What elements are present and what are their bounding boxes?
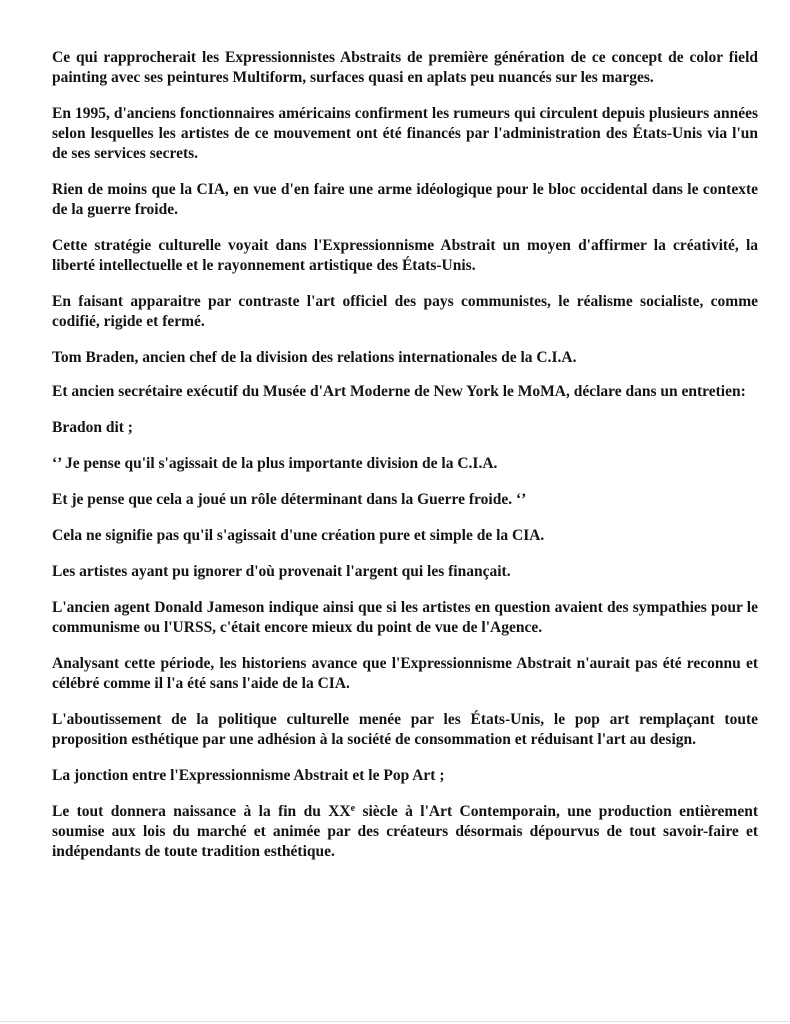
paragraph-not-pure-creation: Cela ne signifie pas qu'il s'agissait d'une création pure et simple de la CIA. bbox=[52, 527, 545, 544]
paragraph-cultural-strategy: Cette stratégie culturelle voyait dans l'Expressionnisme Abstrait un moyen d'affirmer la créativité, la liberté intellectuelle et le rayonnement artistique des États-Unis. bbox=[52, 237, 758, 274]
paragraph-tom-braden: Tom Braden, ancien chef de la division des relations internationales de la C.I.A. bbox=[52, 349, 577, 366]
paragraph-historians: Analysant cette période, les historiens avance que l'Expressionnisme Abstrait n'aurait pas été reconnu et célébré comme il l'a été sans l'aide de la CIA. bbox=[52, 655, 758, 692]
paragraph-contemporary-art bbox=[52, 802, 758, 862]
paragraph-pop-art-outcome: L'aboutissement de la politique culturelle menée par les États-Unis, le pop art remplaçant toute proposition esthétique par une adhésion à la société de consommation et réduisant l'art au design. bbox=[52, 711, 758, 748]
paragraph-socialist-realism: En faisant apparaitre par contraste l'art officiel des pays communistes, le réalisme socialiste, comme codifié, rigide et fermé. bbox=[52, 293, 758, 330]
text-after-superscript: siècle à l'Art Contemporain, une production entièrement soumise aux lois du marché et animée par des créateurs désormais dépourvus de tout savoir-faire et indépendants de toute tradition esthétique. bbox=[52, 803, 758, 860]
century-superscript: e bbox=[350, 803, 356, 814]
paragraph-bradon-says: Bradon dit ; bbox=[52, 419, 133, 436]
text-before-superscript: Le tout donnera naissance à la fin du XX bbox=[52, 803, 351, 820]
document-page bbox=[52, 48, 758, 878]
bottom-scan-edge bbox=[0, 1021, 790, 1022]
paragraph-artists-money: Les artistes ayant pu ignorer d'où provenait l'argent qui les finançait. bbox=[52, 563, 511, 580]
paragraph-moma-secretary: Et ancien secrétaire exécutif du Musée d'Art Moderne de New York le MoMA, déclare dans un entretien: bbox=[52, 383, 746, 400]
paragraph-donald-jameson: L'ancien agent Donald Jameson indique ainsi que si les artistes en question avaient des sympathies pour le communisme ou l'URSS, c'était encore mieux du point de vue de l'Agence. bbox=[52, 599, 758, 636]
paragraph-junction: La jonction entre l'Expressionnisme Abstrait et le Pop Art ; bbox=[52, 767, 445, 784]
paragraph-color-field: Ce qui rapprocherait les Expressionnistes Abstraits de première génération de ce concept de color field painting avec ses peintures Multiform, surfaces quasi en aplats peu nuancés sur les marges. bbox=[52, 49, 758, 86]
paragraph-1995-revelations: En 1995, d'anciens fonctionnaires américains confirment les rumeurs qui circulent depuis plusieurs années selon lesquelles les artistes de ce mouvement ont été financés par l'administration des États-Unis via l'un de ses services secrets. bbox=[52, 105, 758, 162]
paragraph-quote-cold-war: Et je pense que cela a joué un rôle déterminant dans la Guerre froide. ‘’ bbox=[52, 491, 527, 508]
paragraph-cia-weapon: Rien de moins que la CIA, en vue d'en faire une arme idéologique pour le bloc occidental dans le contexte de la guerre froide. bbox=[52, 181, 758, 218]
paragraph-quote-division: ‘’ Je pense qu'il s'agissait de la plus importante division de la C.I.A. bbox=[52, 455, 498, 472]
